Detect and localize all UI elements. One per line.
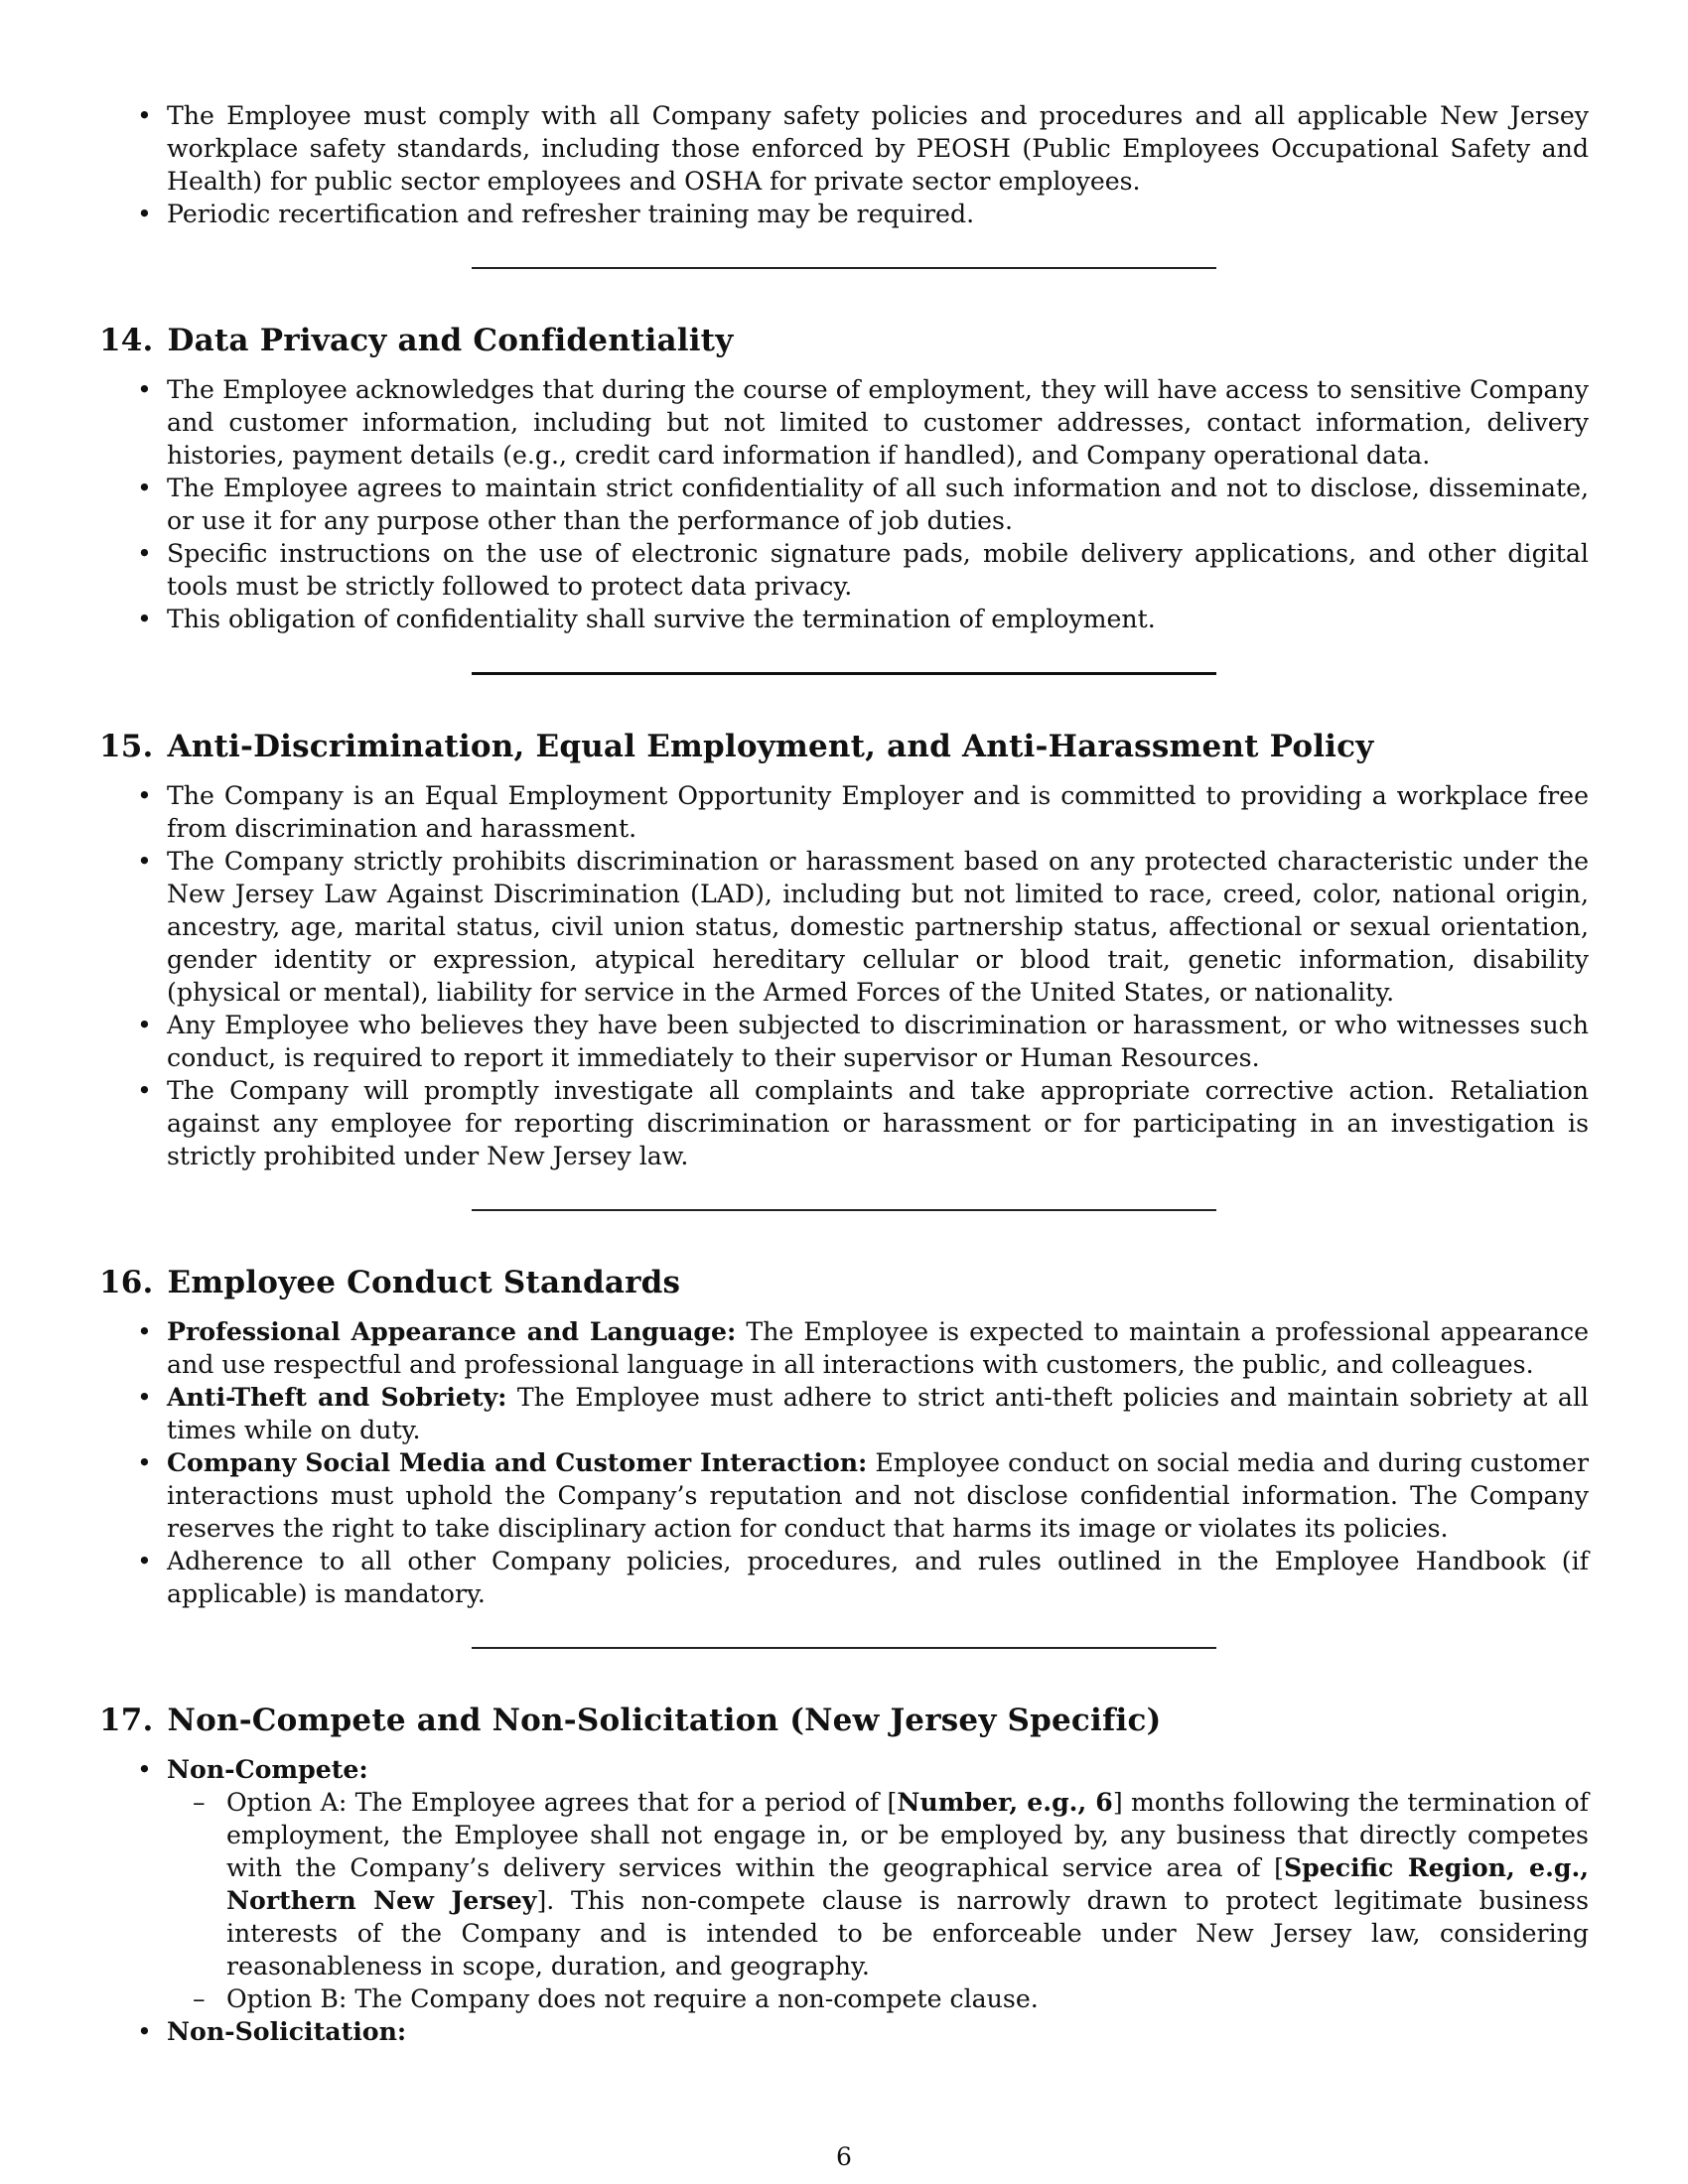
list-item — [99, 1753, 1589, 2015]
section-number: 15. — [99, 729, 154, 764]
list-item: • This obligation of confidentiality shall survive the termination of employment. — [99, 603, 1589, 635]
list-item — [99, 1315, 1589, 1381]
section-divider — [472, 1647, 1216, 1649]
list-item: • The Employee must comply with all Company safety policies and procedures and all applicable New Jersey workplace safety standards, including those enforced by PEOSH (Public Employees Occupational Safety and Health) for public sector employees and OSHA for private sector employees. — [99, 99, 1589, 198]
list-item: • The Company will promptly investigate all complaints and take appropriate corrective action. Retaliation against any employee for reporting discrimination or harassment or for participating in an investigation is strictly prohibited under New Jersey law. — [99, 1074, 1589, 1172]
bullet-text: The Employee is expected to maintain a professional appearance and use respectful and professional language in all interactions with customers, the public, and colleagues. — [167, 1317, 1589, 1379]
option-a-text: ]. This non-compete clause is narrowly drawn to protect legitimate business interests of the Company and is intended to be enforceable under New Jersey law, considering reasonableness in scope, duration, and geography. — [226, 1886, 1589, 1980]
list-item: • Adherence to all other Company policies, procedures, and rules outlined in the Employee Handbook (if applicable) is mandatory. — [99, 1545, 1589, 1610]
noncompete-options — [167, 1786, 1589, 2015]
list-item — [99, 2015, 1589, 2048]
section-number: 14. — [99, 323, 154, 358]
placeholder-region: Specific Region, e.g., Northern New Jersey — [226, 1852, 1589, 1915]
option-a — [167, 1786, 1589, 1982]
section-divider — [472, 267, 1216, 269]
section-heading-14 — [99, 322, 1589, 359]
list-item — [99, 1381, 1589, 1446]
section-heading-17 — [99, 1702, 1589, 1739]
section-number: 16. — [99, 1265, 154, 1300]
list-item: • Periodic recertification and refresher training may be required. — [99, 198, 1589, 230]
section-17-bullets — [99, 1753, 1589, 2048]
list-item: • The Employee agrees to maintain strict confidentiality of all such information and not to disclose, disseminate, or use it for any purpose other than the performance of job duties. — [99, 472, 1589, 537]
section-title: Data Privacy and Confidentiality — [167, 323, 734, 358]
option-a-text: Option A: The Employee agrees that for a period of [ — [226, 1788, 898, 1817]
section-divider — [472, 1209, 1216, 1211]
section-15-bullets — [99, 779, 1589, 1172]
list-item: • The Company strictly prohibits discrimination or harassment based on any protected characteristic under the New Jersey Law Against Discrimination (LAD), including but not limited to race, creed, color, national origin, ancestry, age, marital status, civil union status, domestic partnership status, affectional or sexual orientation, gender identity or expression, atypical hereditary cellular or blood trait, genetic information, disability (physical or mental), liability for service in the Armed Forces of the United States, or nationality. — [99, 845, 1589, 1009]
document-page — [99, 99, 1589, 2048]
section-title: Anti-Discrimination, Equal Employment, and Anti-Harassment Policy — [167, 729, 1374, 764]
section-title: Employee Conduct Standards — [167, 1265, 681, 1300]
option-b: – Option B: The Company does not require a non-compete clause. — [167, 1982, 1589, 2015]
bullet-label: Anti-Theft and Sobriety: — [167, 1382, 507, 1412]
section-heading-15 — [99, 728, 1589, 765]
list-item: • Specific instructions on the use of electronic signature pads, mobile delivery applications, and other digital tools must be strictly followed to protect data privacy. — [99, 537, 1589, 603]
bullet-label: Non-Solicitation: — [167, 2016, 407, 2046]
section-number: 17. — [99, 1703, 154, 1738]
section-14-bullets — [99, 373, 1589, 635]
list-item: • The Company is an Equal Employment Opportunity Employer and is committed to providing a workplace free from discrimination and harassment. — [99, 779, 1589, 845]
section-divider — [472, 672, 1216, 675]
bullet-text: The Employee must adhere to strict anti-theft policies and maintain sobriety at all times while on duty. — [167, 1383, 1589, 1444]
section-title: Non-Compete and Non-Solicitation (New Jersey Specific) — [167, 1703, 1162, 1738]
bullet-text: Employee conduct on social media and during customer interactions must uphold the Company’s reputation and not disclose confidential information. The Company reserves the right to take disciplinary action for conduct that harms its image or violates its policies. — [167, 1448, 1589, 1543]
list-item: • Any Employee who believes they have been subjected to discrimination or harassment, or who witnesses such conduct, is required to report it immediately to their supervisor or Human Resources. — [99, 1009, 1589, 1074]
option-a-text: ] months following the termination of employment, the Employee shall not engage in, or be employed by, any business that directly competes with the Company’s delivery services within the geographical service area of [ — [226, 1788, 1590, 1882]
section-heading-16 — [99, 1264, 1589, 1301]
page-number: 6 — [836, 2142, 852, 2171]
bullet-label: Non-Compete: — [167, 1754, 368, 1784]
intro-bullet-list — [99, 99, 1589, 230]
placeholder-number: Number, e.g., 6 — [897, 1787, 1113, 1817]
list-item: • The Employee acknowledges that during the course of employment, they will have access to sensitive Company and customer information, including but not limited to customer addresses, contact information, delivery histories, payment details (e.g., credit card information if handled), and Company operational data. — [99, 373, 1589, 472]
bullet-label: Professional Appearance and Language: — [167, 1316, 737, 1346]
list-item — [99, 1446, 1589, 1545]
section-16-bullets — [99, 1315, 1589, 1610]
bullet-label: Company Social Media and Customer Interaction: — [167, 1447, 868, 1477]
